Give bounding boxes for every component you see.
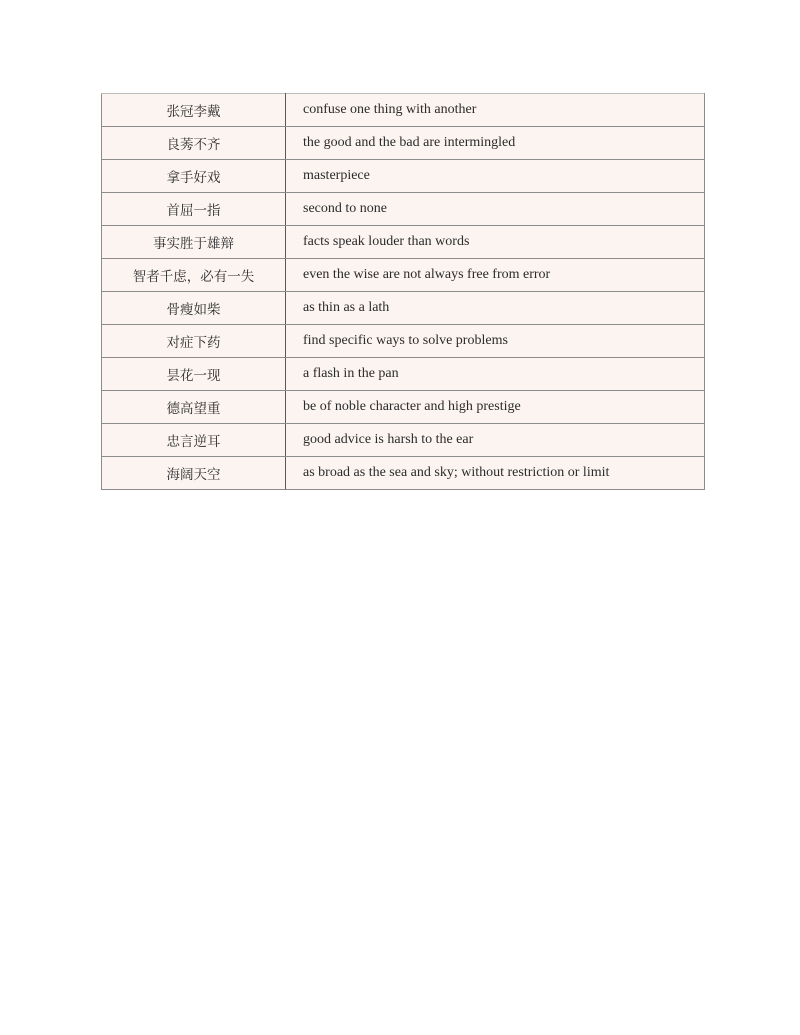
table-row	[102, 457, 705, 490]
table-row	[102, 193, 705, 226]
english-meaning-cell: good advice is harsh to the ear	[286, 424, 705, 457]
english-meaning-cell: as broad as the sea and sky; without restriction or limit	[286, 457, 705, 490]
table-row	[102, 226, 705, 259]
chinese-idiom-cell: 骨瘦如柴	[102, 292, 286, 325]
table-row	[102, 94, 705, 127]
chinese-idiom-cell: 德高望重	[102, 391, 286, 424]
table-row	[102, 358, 705, 391]
chinese-idiom-cell: 昙花一现	[102, 358, 286, 391]
english-meaning-cell: masterpiece	[286, 160, 705, 193]
english-meaning-cell: find specific ways to solve problems	[286, 325, 705, 358]
table-row	[102, 325, 705, 358]
chinese-idiom-cell: 智者千虑，必有一失	[102, 259, 286, 292]
chinese-idiom-cell: 张冠李戴	[102, 94, 286, 127]
english-meaning-cell: second to none	[286, 193, 705, 226]
table-row	[102, 160, 705, 193]
table-row	[102, 292, 705, 325]
chinese-idiom-cell: 首屈一指	[102, 193, 286, 226]
english-meaning-cell: confuse one thing with another	[286, 94, 705, 127]
chinese-idiom-cell: 海阔天空	[102, 457, 286, 490]
english-meaning-cell: a flash in the pan	[286, 358, 705, 391]
table-row	[102, 127, 705, 160]
idioms-table-body	[102, 94, 705, 490]
english-meaning-cell: the good and the bad are intermingled	[286, 127, 705, 160]
chinese-idiom-cell: 对症下药	[102, 325, 286, 358]
table-row	[102, 391, 705, 424]
english-meaning-cell: be of noble character and high prestige	[286, 391, 705, 424]
english-meaning-cell: even the wise are not always free from error	[286, 259, 705, 292]
chinese-idiom-cell: 忠言逆耳	[102, 424, 286, 457]
chinese-idiom-cell: 良莠不齐	[102, 127, 286, 160]
english-meaning-cell: as thin as a lath	[286, 292, 705, 325]
chinese-idiom-cell: 事实胜于雄辩	[102, 226, 286, 259]
chinese-idiom-cell: 拿手好戏	[102, 160, 286, 193]
table-row	[102, 259, 705, 292]
english-meaning-cell: facts speak louder than words	[286, 226, 705, 259]
table-row	[102, 424, 705, 457]
idioms-table	[101, 93, 705, 490]
